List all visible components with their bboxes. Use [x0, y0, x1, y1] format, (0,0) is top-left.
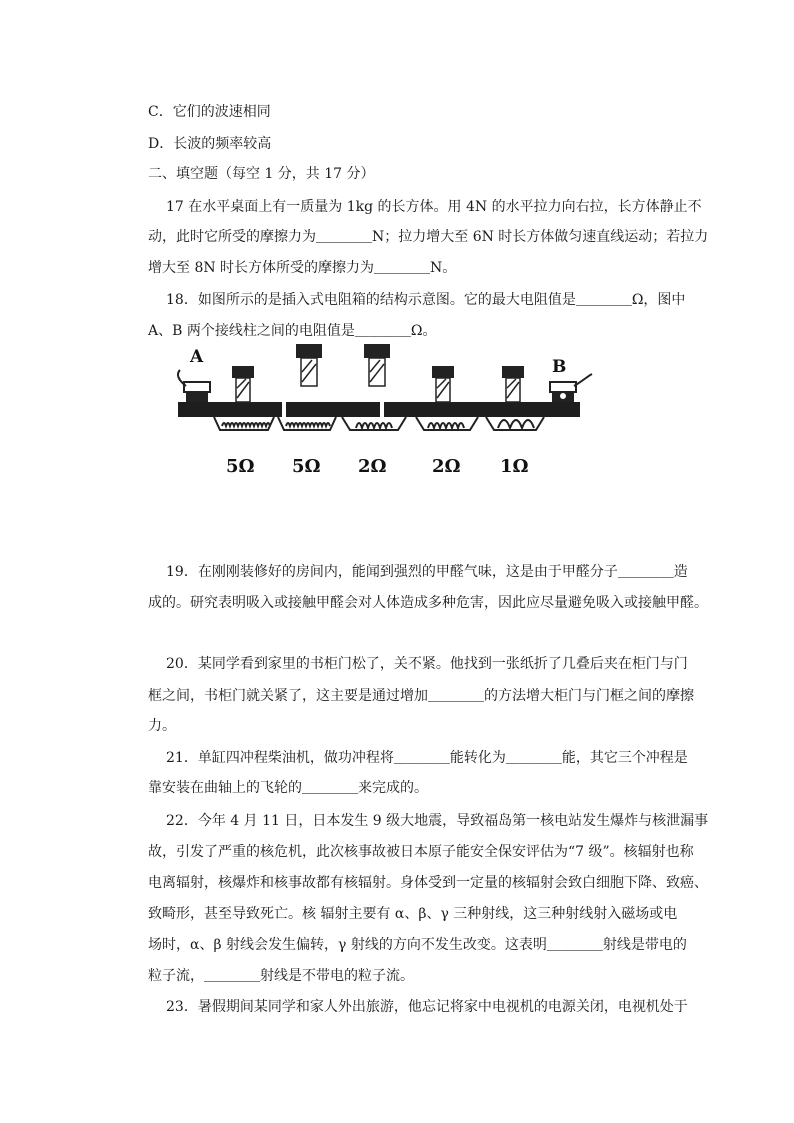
q17-line1: 17 在水平桌面上有一质量为 1kg 的长方体。用 4N 的水平拉力向右拉，长方体静止不	[166, 199, 702, 215]
coil-1ohm	[486, 417, 544, 430]
q20-line1: 20．某同学看到家里的书柜门松了，关不紧。他找到一张纸折了几叠后夹在柜门与门	[166, 656, 688, 672]
board-segment	[316, 402, 380, 417]
resistor-label: 2Ω	[358, 456, 387, 477]
resistor-label: 1Ω	[500, 456, 529, 477]
q21-line2: 靠安装在曲轴上的飞轮的＿＿＿＿来完成的。	[148, 780, 428, 796]
q17-line3: 增大至 8N 时长方体所受的摩擦力为＿＿＿＿N。	[148, 260, 457, 276]
q22-line1: 22．今年 4 月 11 日，日本发生 9 级大地震，导致福岛第一核电站发生爆炸与核泄漏事	[166, 813, 709, 829]
terminal-a-post	[186, 392, 208, 402]
coil-2ohm	[342, 417, 406, 430]
q23-line1: 23．暑假期间某同学和家人外出旅游，他忘记将家中电视机的电源关闭，电视机处于	[166, 999, 688, 1015]
terminal-a-label: A	[190, 347, 204, 367]
terminal-b-screw	[560, 393, 566, 399]
terminal-b-label: B	[552, 357, 567, 377]
q18-line2: A、B 两个接线柱之间的电阻值是＿＿＿＿Ω。	[148, 323, 437, 339]
coil-5ohm	[214, 417, 274, 430]
terminal-b-wire	[574, 374, 592, 386]
plug-inserted	[502, 366, 524, 402]
plug-removed	[364, 344, 390, 386]
option-d: D．长波的频率较高	[148, 136, 272, 152]
board-segment	[178, 402, 282, 417]
q17-line2: 动，此时它所受的摩擦力为＿＿＿＿N；拉力增大至 6N 时长方体做匀速直线运动；若拉力	[148, 229, 709, 245]
q19-line1: 19．在刚刚装修好的房间内，能闻到强烈的甲醛气味，这是由于甲醛分子＿＿＿＿造	[166, 564, 688, 580]
q20-line3: 力。	[148, 718, 176, 734]
resistor-label: 2Ω	[432, 456, 461, 477]
plug-inserted	[232, 366, 254, 402]
q22-line6: 粒子流，＿＿＿＿射线是不带电的粒子流。	[148, 968, 414, 984]
q19-line2: 成的。研究表明吸入或接触甲醛会对人体造成多种危害，因此应尽量避免吸入或接触甲醛。	[148, 595, 708, 611]
option-c: C．它们的波速相同	[148, 104, 271, 120]
q18-line1: 18．如图所示的是插入式电阻箱的结构示意图。它的最大电阻值是＿＿＿＿Ω，图中	[166, 292, 686, 308]
q20-line2: 框之间，书柜门就关紧了，这主要是通过增加＿＿＿＿的方法增大柜门与门框之间的摩擦	[148, 688, 694, 704]
q22-line3: 电离辐射，核爆炸和核事故都有核辐射。身体受到一定量的核辐射会致白细胞下降、致癌、	[148, 875, 708, 891]
resistor-label: 5Ω	[226, 456, 255, 477]
terminal-a-cap	[184, 382, 210, 392]
resistor-label: 5Ω	[292, 456, 321, 477]
q21-line1: 21．单缸四冲程柴油机，做功冲程将＿＿＿＿能转化为＿＿＿＿能，其它三个冲程是	[166, 750, 688, 766]
board-segment	[384, 402, 580, 417]
plug-removed	[296, 344, 322, 386]
q22-line4: 致畸形，甚至导致死亡。核 辐射主要有 α、β、γ 三种射线，这三种射线射入磁场或电	[148, 906, 678, 922]
section-heading: 二、填空题（每空 1 分，共 17 分）	[148, 166, 375, 182]
coil-2ohm	[416, 417, 478, 430]
q22-line5: 场时，α、β 射线会发生偏转，γ 射线的方向不发生改变。这表明＿＿＿＿射线是带电的	[148, 937, 687, 953]
plug-inserted	[432, 366, 454, 402]
coil-5ohm	[278, 417, 336, 430]
resistance-box-diagram	[160, 340, 600, 500]
q22-line2: 故，引发了严重的核危机，此次核事故被日本原子能安全保安评估为“7 级”。核辐射也称	[148, 844, 694, 860]
terminal-b-cap	[550, 382, 576, 392]
